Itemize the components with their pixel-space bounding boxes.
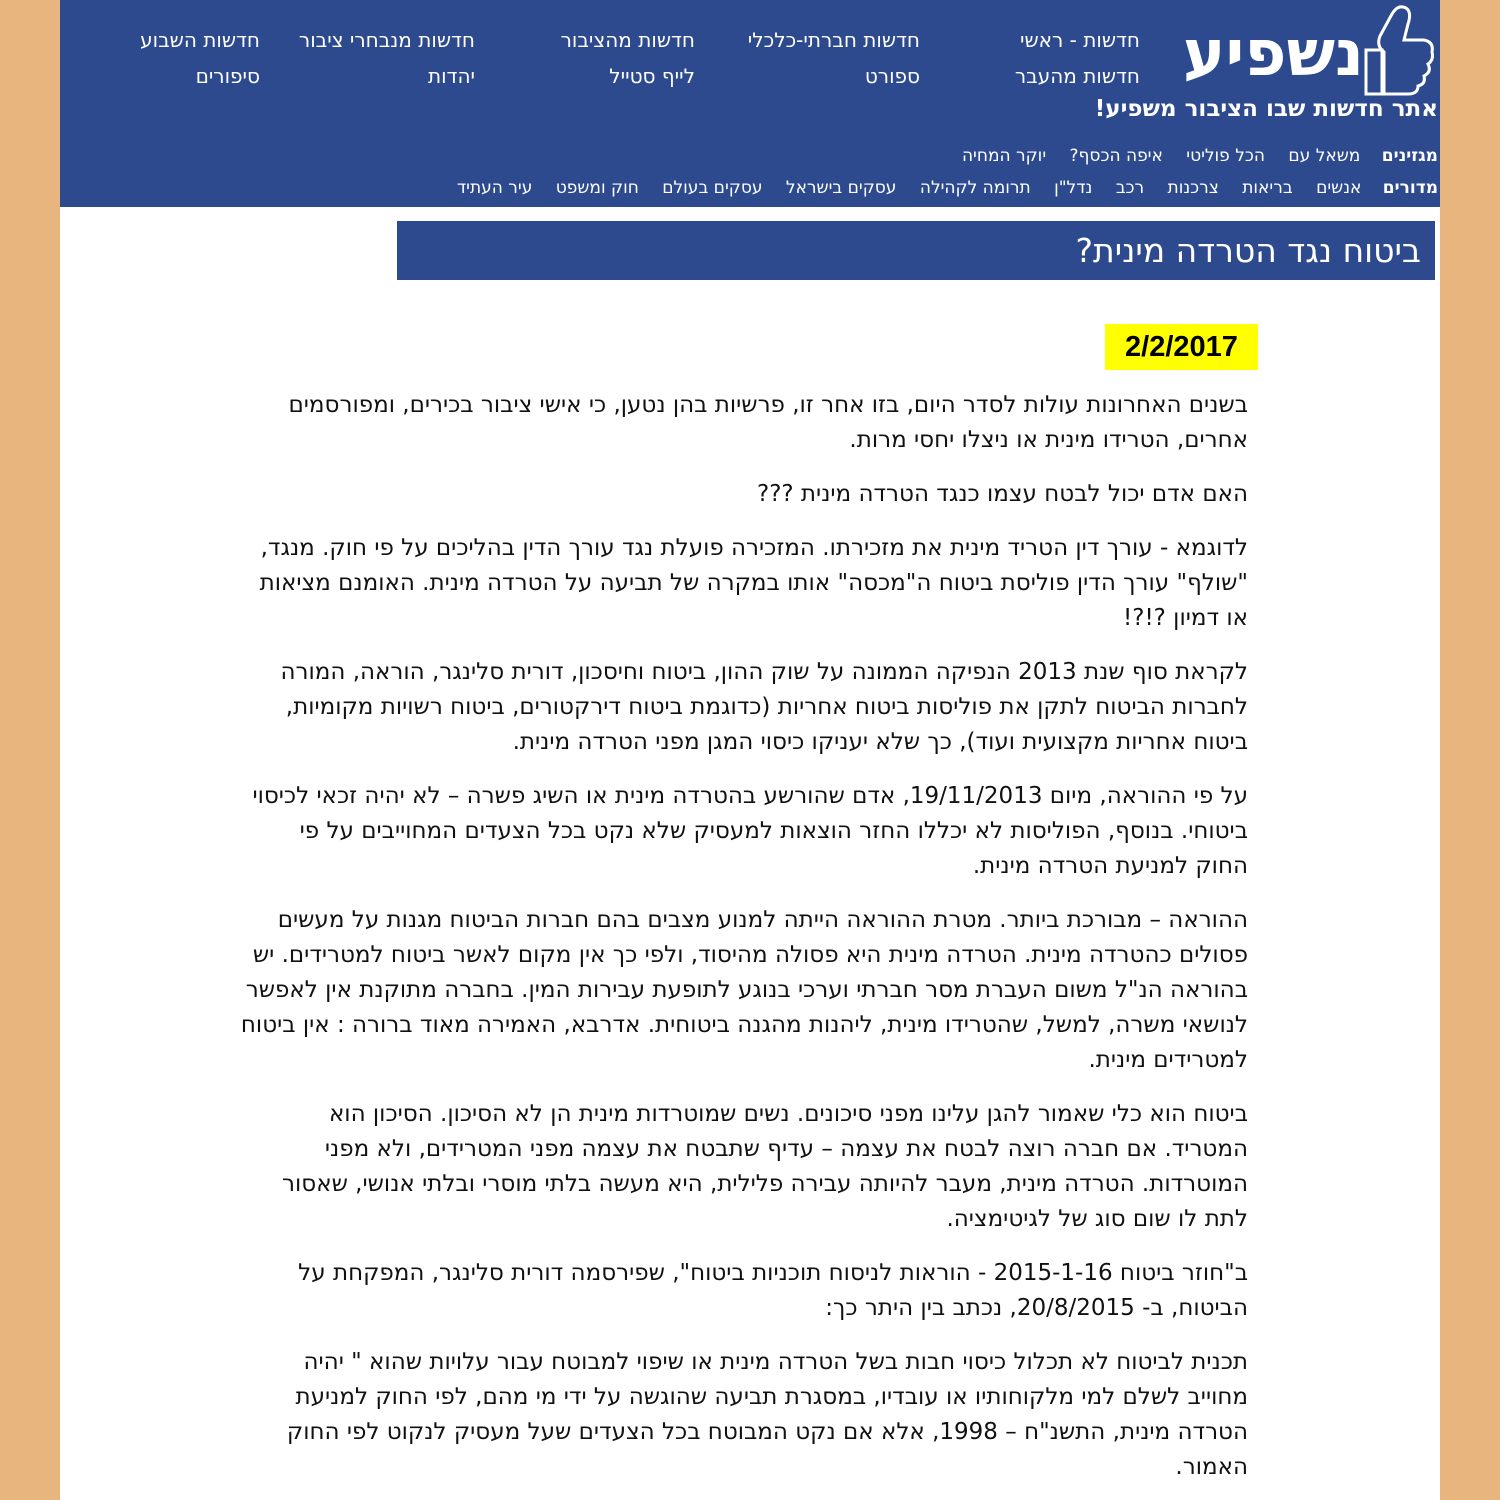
nav-link-public-news[interactable]: חדשות מהציבור <box>560 28 695 52</box>
section-link[interactable]: בריאות <box>1242 178 1293 198</box>
section-link[interactable]: תרומה לקהילה <box>919 178 1031 198</box>
section-link[interactable]: נדל"ן <box>1054 178 1093 198</box>
article-paragraph: ביטוח הוא כלי שאמור להגן עלינו מפני סיכונים. נשים שמוטרדות מינית הן לא הסיכון. הסיכון הוא המטריד. אם חברה רוצה לבטח את עצמה – עדיף שתבטח את עצמה מפני המטרידים, ולא מפני המוטרדות. הטרדה מינית, מעבר להיותה עבירה פלילית, היא מעשה בלתי מוסרי ובלתי אנושי, שאסור לתת לו שום סוג של לגיטימציה. <box>282 1101 1248 1232</box>
magazines-label: מגזינים <box>1381 146 1438 166</box>
nav-link-weekly-news[interactable]: חדשות השבוע <box>140 28 260 52</box>
article-paragraph: בשנים האחרונות עולות לסדר היום, בזו אחר זו, פרשיות בהן נטען, כי אישי ציבור בכירים, ומפורסמים אחרים, הטרידו מינית או ניצלו יחסי מרות. <box>288 392 1248 453</box>
magazines-bar <box>944 146 1438 166</box>
nav-column-5 <box>140 22 260 94</box>
section-link[interactable]: עיר העתיד <box>456 178 533 198</box>
sections-bar <box>439 178 1438 198</box>
section-link[interactable]: רכב <box>1115 178 1145 198</box>
article-page <box>60 0 1440 1500</box>
article-paragraph: האם אדם יכול לבטח עצמו כנגד הטרדה מינית ??? <box>757 481 1248 507</box>
site-logo[interactable] <box>1136 0 1436 100</box>
section-link[interactable]: אנשים <box>1316 178 1362 198</box>
nav-link-judaism[interactable]: יהדות <box>427 64 475 88</box>
logo-text: נשפיע <box>1182 17 1364 91</box>
article-paragraph: תכנית לביטוח לא תכלול כיסוי חבות בשל הטרדה מינית או שיפוי למבוטח עבור עלויות שהוא " יהיה מחוייב לשלם למי מלקוחותיו או עובדיו, במסגרת תביעה שהוגשה על ידי מי מהם, לפי החוק למניעת הטרדה מינית, התשנ"ח – 1998, אלא אם נקט המבוטח בכל הצעדים שעל מעסיק לנקוט לפי החוק האמור. <box>286 1349 1248 1480</box>
article-paragraph: לקראת סוף שנת 2013 הנפיקה הממונה על שוק ההון, ביטוח וחיסכון, דורית סלינגר, הוראה, המורה לחברות הביטוח לתקן את פוליסות ביטוח אחריות (כדוגמת ביטוח דירקטורים, ביטוח רשויות מקומיות, ביטוח אחריות מקצועית ועוד), כך שלא יעניקו כיסוי המגן מפני הטרדה מינית. <box>280 659 1248 755</box>
nav-column-2 <box>748 22 920 94</box>
nav-link-sports[interactable]: ספורט <box>864 64 920 88</box>
nav-column-1 <box>1015 22 1140 94</box>
site-slogan: אתר חדשות שבו הציבור משפיע! <box>1094 96 1438 122</box>
nav-link-stories[interactable]: סיפורים <box>195 64 260 88</box>
nav-link-main-news[interactable]: חדשות - ראשי <box>1020 28 1140 52</box>
nav-link-representatives-news[interactable]: חדשות מנבחרי ציבור <box>298 28 475 52</box>
thumbs-up-icon <box>1362 2 1436 96</box>
sections-label: מדורים <box>1382 178 1438 198</box>
magazine-link[interactable]: משאל עם <box>1288 146 1361 166</box>
section-link[interactable]: צרכנות <box>1167 178 1219 198</box>
article-paragraph: על פי ההוראה, מיום 19/11/2013, אדם שהורשע בהטרדה מינית או השיג פשרה – לא יהיה זכאי לכיסוי ביטוחי. בנוסף, הפוליסות לא יכללו החזר הוצאות למעסיק שלא נקט בכל הצעדים המחוייבים על פי החוק למניעת הטרדה מינית. <box>252 783 1248 879</box>
section-link[interactable]: חוק ומשפט <box>555 178 639 198</box>
article-paragraph: ההוראה – מבורכת ביותר. מטרת ההוראה הייתה למנוע מצבים בהם חברות הביטוח מגנות על מעשים פסולים כהטרדה מינית. הטרדה מינית היא פסולה מהיסוד, ולפי כך אין מקום לאשר ביטוח למטרידים. יש בהוראה הנ"ל משום העברת מסר חברתי וערכי בנוגע לתופעת עבירות המין. בחברה מתוקנת אין לאפשר לנושאי משרה, למשל, שהטרידו מינית, ליהנות מהגנה ביטוחית. אדרבא, האמירה מאוד ברורה : אין ביטוח למטרידים מינית. <box>240 907 1248 1073</box>
magazine-link[interactable]: יוקר המחיה <box>961 146 1047 166</box>
article-paragraph: לדוגמא - עורך דין הטריד מינית את מזכירתו. המזכירה פועלת נגד עורך הדין בהליכים על פי חוק. מנגד, "שולף" עורך הדין פוליסת ביטוח ה"מכסה" אותו במקרה של תביעה על הטרדה מינית. האומנם מציאות או דמיון ?!?! <box>259 535 1248 631</box>
article-title: ביטוח נגד הטרדה מינית? <box>397 221 1435 280</box>
article-date: 2/2/2017 <box>1105 324 1258 370</box>
nav-link-past-news[interactable]: חדשות מהעבר <box>1014 64 1140 88</box>
nav-link-social-economic[interactable]: חדשות חברתי-כלכלי <box>747 28 920 52</box>
nav-link-lifestyle[interactable]: לייף סטייל <box>609 64 695 88</box>
site-header <box>60 0 1440 207</box>
section-link[interactable]: עסקים בעולם <box>662 178 763 198</box>
magazine-link[interactable]: הכל פוליטי <box>1186 146 1265 166</box>
section-link[interactable]: עסקים בישראל <box>785 178 897 198</box>
magazine-link[interactable]: איפה הכסף? <box>1069 146 1163 166</box>
nav-column-4 <box>299 22 475 94</box>
article-body <box>240 388 1248 1500</box>
nav-column-3 <box>561 22 695 94</box>
article-paragraph: ב"חוזר ביטוח 2015-1-16 - הוראות לניסוח תוכניות ביטוח", שפירסמה דורית סלינגר, המפקחת על הביטוח, ב- 20/8/2015, נכתב בין היתר כך: <box>298 1260 1248 1321</box>
